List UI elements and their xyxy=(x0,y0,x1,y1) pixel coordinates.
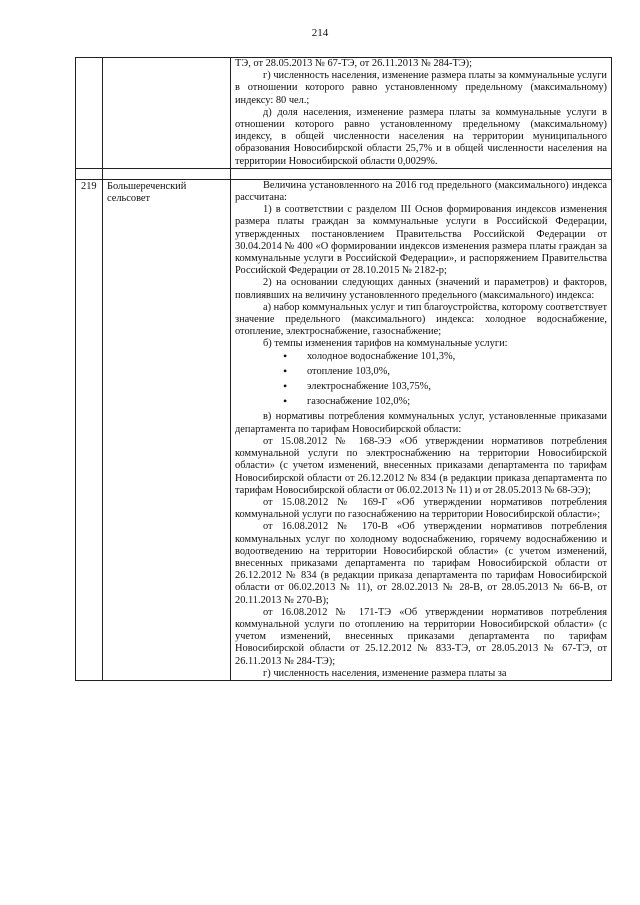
row-number: 219 xyxy=(76,179,103,680)
intro-paragraph: Величина установленного на 2016 год предельного (максимального) индекса рассчитана: xyxy=(235,179,607,204)
list-item: • электроснабжение 103,75%, xyxy=(307,381,607,393)
list-item: • холодное водоснабжение 101,3%, xyxy=(307,351,607,363)
description-cell xyxy=(231,179,612,680)
list-item: • отопление 103,0%, xyxy=(307,366,607,378)
paragraph: д) доля населения, изменение размера платы за коммунальные услуги в отношении которого равно установленному предельному (максимальному) индексу, в общей численности населения на территории муниципального образования Новосибирской области 25,7% и в общей численности населения на территории Новосибирской области 0,0029%. xyxy=(235,106,607,167)
paragraph-g: г) численность населения, изменение размера платы за xyxy=(263,667,507,679)
spacer-cell xyxy=(76,168,103,179)
spacer-cell xyxy=(103,168,231,179)
paragraph-a: а) набор коммунальных услуг и тип благоустройства, которому соответствует значение предельного (максимального) индекса: холодное водоснабжение, отопление, электроснабжение, газоснабжение; xyxy=(235,301,607,338)
paragraph-v: в) нормативы потребления коммунальных услуг, установленные приказами департамента по тарифам Новосибирской области: xyxy=(235,411,607,435)
table-row-continuation xyxy=(76,58,612,169)
page-number: 214 xyxy=(311,27,329,39)
municipality-cell xyxy=(103,58,231,169)
municipality-name: Большереченский сельсовет xyxy=(103,179,231,680)
paragraph: ТЭ, от 28.05.2013 № 67-ТЭ, от 26.11.2013 № 284-ТЭ); xyxy=(235,58,472,69)
paragraph-2: 2) на основании следующих данных (значений и параметров) и факторов, повлиявших на величину установленного предельного (максимального) индекса: xyxy=(235,277,607,301)
row-number-cell xyxy=(76,58,103,169)
order-paragraph: от 15.08.2012 № 169-Г «Об утверждении нормативов потребления коммунальной услуги по газоснабжению на территории Новосибирской области»; xyxy=(235,496,607,521)
document-table xyxy=(75,57,612,681)
paragraph: г) численность населения, изменение размера платы за коммунальные услуги в отношении которого равно установленному предельному (максимальному) индексу: 80 чел.; xyxy=(235,70,607,106)
list-item: • газоснабжение 102,0%; xyxy=(307,396,607,408)
tariff-list xyxy=(235,351,607,409)
paragraph-b: б) темпы изменения тарифов на коммунальные услуги: xyxy=(263,338,508,350)
paragraph-1: 1) в соответствии с разделом III Основ формирования индексов изменения размера платы граждан за коммунальные услуги в Российской Федерации, утвержденных постановлением Правительства Российской Федерации от 30.04.2014 № 400 «О формировании индексов изменения размера платы граждан за коммунальные услуги в Российской Федерации», и распоряжением Правительства Российской Федерации от 28.10.2015 № 2182-р; xyxy=(235,204,607,277)
description-cell xyxy=(231,58,612,169)
spacer-cell xyxy=(231,168,612,179)
order-paragraph: от 16.08.2012 № 170-В «Об утверждении нормативов потребления коммунальных услуг по холодному водоснабжению, горячему водоснабжению и водоотведению на территории Новосибирской области» (с учетом изменений, внесенных приказами департамента по тарифам Новосибирской области от 26.12.2012 № 834 (в редакции приказа департамента по тарифам Новосибирской области от 06.02.2013 № 11), от 28.02.2013 № 28-В, от 28.05.2013 № 66-В, от 20.11.2013 № 270-В); xyxy=(235,521,607,606)
order-paragraph: от 16.08.2012 № 171-ТЭ «Об утверждении нормативов потребления коммунальной услуги по отоплению на территории Новосибирской области» (с учетом изменений, внесенных приказами департамента по тарифам Новосибирской области от 25.12.2012 № 833-ТЭ, от 28.05.2013 № 67-ТЭ, от 26.11.2013 № 284-ТЭ); xyxy=(235,606,607,667)
order-paragraph: от 15.08.2012 № 168-ЭЭ «Об утверждении нормативов потребления коммунальной услуги по электроснабжению на территории Новосибирской области» (с учетом изменений, внесенных приказами департамента по тарифам Новосибирской области от 26.12.2012 № 834 (в редакции приказа департамента по тарифам Новосибирской области от 06.02.2013 № 11) и от 28.05.2013 № 68-ЭЭ); xyxy=(235,435,607,496)
table-row-spacer xyxy=(76,168,612,179)
table-row-219 xyxy=(76,179,612,680)
